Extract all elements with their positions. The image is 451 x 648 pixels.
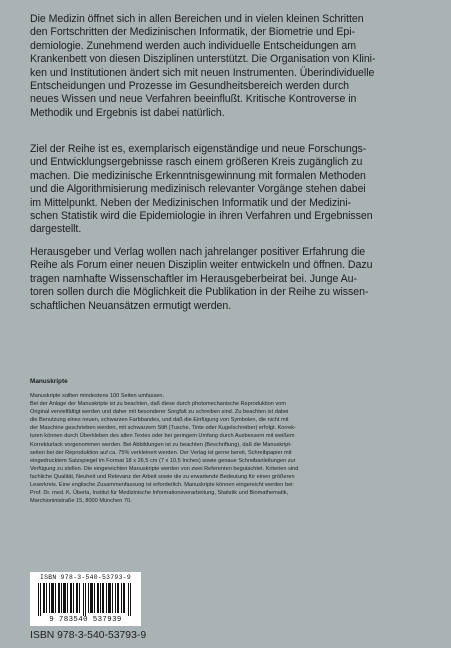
intro-paragraph-3: Herausgeber und Verlag wollen nach jahrelanger positiver Erfahrung die Reihe als Forum einer neuen Disziplin weiter entwickeln und öffnen. Dazu tragen namhafte Wissenschaftler im Herausgeberbeirat bei. Junge Au- toren sollen durch die Möglichkeit die Publikation in der Reihe zu wissen- schaftlichen Neuansätzen ermutigt werden.: [30, 246, 373, 312]
barcode-icon: [36, 583, 135, 616]
barcode-label: [30, 572, 141, 626]
manuscripts-text: Manuskripte sollten mindestens 100 Seiten umfassen. Bei der Anlage der Manuskripte ist zu beachten, daß diese durch photomechanische Reproduktion vom Original vervielfältigt werden und daher mit besonderer Sorgfalt zu schreiben sind. Zu beachten ist dabei die Benutzung eines neuen, schwarzen Farbbandes, und daß die Einfügung von Symbolen, die nicht mit der Maschine geschrieben werden, mit schwarzem Stift (Tusche, Tinte oder Kugelschreiber) erfolgt. Korrek- turen können durch Überkleben des alten Textes oder bei geringem Umfang durch Ausbessern mit weißem Korrekturlack vorgenommen werden. Bei Abbildungen ist zu beachten (Beschriftung), daß die Manuskript- seiten bei der Reproduktion auf ca. 75% verkleinert werden. Der Verlag ist gerne bereit, Schreibpapier mit eingedrucktem Satzspiegel im Format 18 x 26,5 cm (7 x 10,5 Inches) sowie genaue Schreibanleitungen zur Verfügung zu stellen. Die eingereichten Manuskripte werden von zwei Referenten begutachtet. Kriterien sind fachliche Qualität, Neuheit und Relevanz der Arbeit sowie die zu erwartende Bedeutung für einen größeren Leserkreis. Eine englische Zusammenfassung ist erforderlich. Manuskripte können eingereicht werden bei: Prof. Dr. med. K. Überla, Institut für Medizinische Informationsverarbeitung, Statistik und Biomathematik, Marchioninistraße 15, 8000 München 70.: [30, 393, 299, 505]
isbn-number: ISBN 978-3-540-53793-9: [30, 630, 147, 641]
barcode-isbn-text: ISBN 978-3-540-53793-9: [40, 574, 131, 581]
manuscripts-heading: Manuskripte: [30, 378, 68, 385]
barcode-digits: 9 783540 537939: [49, 616, 122, 624]
intro-paragraph-2: Ziel der Reihe ist es, exemplarisch eigenständige und neue Forschungs- und Entwicklungsergebnisse rasch einem größeren Kreis zugänglich zu machen. Die medizinische Erkenntnisgewinnung mit formalen Methoden und die Algorithmisierung medizinisch relevanter Vorgänge stehen dabei im Mittelpunkt. Neben der Medizinischen Informatik und der Medizini- schen Statistik wird die Epidemiologie in ihren Verfahren und Ergebnissen dargestellt.: [30, 143, 373, 236]
intro-paragraph-1: Die Medizin öffnet sich in allen Bereichen und in vielen kleinen Schritten den Fortschritten der Medizinischen Informatik, der Biometrie und Epi- demiologie. Zunehmend werden auch individuelle Entscheidungen am Krankenbett von diesen Disziplinen unterstützt. Die Organisation von Klini- ken und Institutionen ändert sich mit neuen Instrumenten. Überindividuelle Entscheidungen und Prozesse im Gesundheitsbereich werden durch neues Wissen und neue Verfahren beeinflußt. Kritische Kontroverse in Methodik und Ergebnis ist dabei natürlich.: [30, 13, 376, 119]
